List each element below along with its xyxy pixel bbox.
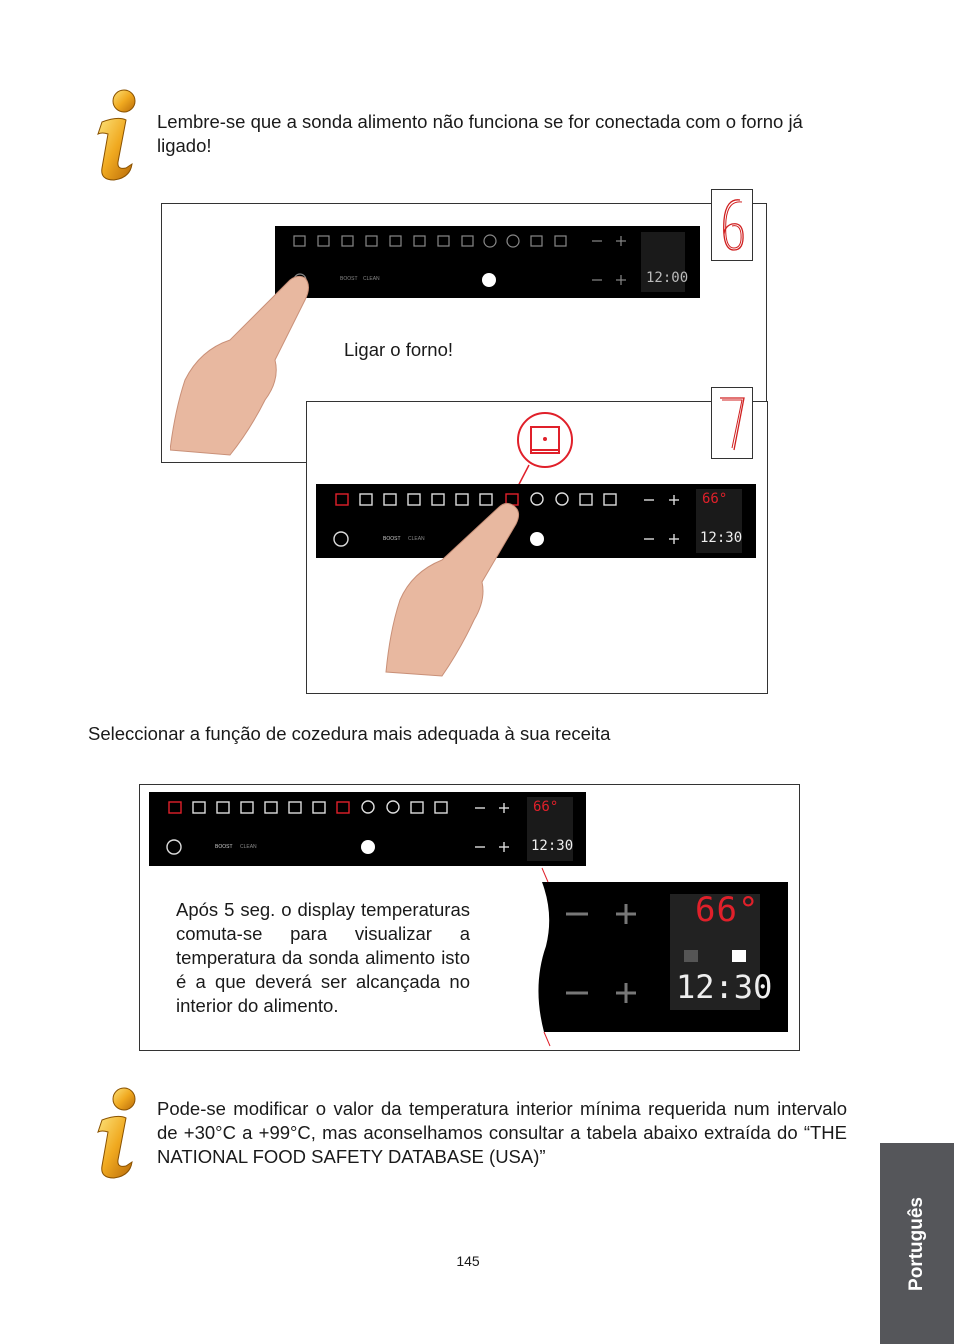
info-icon <box>88 1086 148 1182</box>
step-number-7 <box>712 388 752 458</box>
note-text-1: Lembre-se que a sonda alimento não funciona se for conectada com o forno já ligado! <box>157 111 803 156</box>
zoomed-temperature: 66° <box>695 890 760 930</box>
clock-display: 12:00 <box>646 270 689 286</box>
probe-description: Após 5 seg. o display temperaturas comuta-se para visualizar a temperatura da sonda alimento isto é a que deverá ser alcançada no interior do alimento. <box>176 899 470 1016</box>
hand-pointer-icon <box>170 270 315 460</box>
control-panel-probe <box>149 792 586 866</box>
step6-caption: Ligar o forno! <box>344 339 454 360</box>
control-panel-off <box>275 226 700 298</box>
hand-pointer-icon <box>382 500 522 680</box>
step-number-box <box>711 189 753 261</box>
clock-display: 12:30 <box>700 530 743 546</box>
clean-label: CLEAN <box>240 844 257 850</box>
instruction-text: Seleccionar a função de cozedura mais adequada à sua receita <box>88 723 611 744</box>
boost-label: BOOST <box>215 844 233 850</box>
info-icon <box>88 88 148 184</box>
boost-label: BOOST <box>383 536 401 542</box>
language-tab <box>880 1143 954 1344</box>
language-label: Português <box>906 1196 927 1291</box>
boost-label: BOOST <box>340 276 358 282</box>
step-number-box <box>711 387 753 459</box>
zoomed-clock: 12:30 <box>676 968 773 1006</box>
clock-display: 12:30 <box>531 838 574 854</box>
clean-label: CLEAN <box>363 276 380 282</box>
temperature-display: 66° <box>533 799 559 815</box>
step-number-6 <box>712 190 752 260</box>
clean-label: CLEAN <box>408 536 425 542</box>
page-number: 145 <box>456 1253 480 1269</box>
temperature-display: 66° <box>702 491 728 507</box>
note-text-2: Pode-se modificar o valor da temperatura interior mínima requerida num intervalo de +30°C a +99°C, mas aconselhamos consultar a tabela abaixo extraída do “THE NATIONAL FOOD SAFETY DATABASE (USA)” <box>157 1098 847 1167</box>
